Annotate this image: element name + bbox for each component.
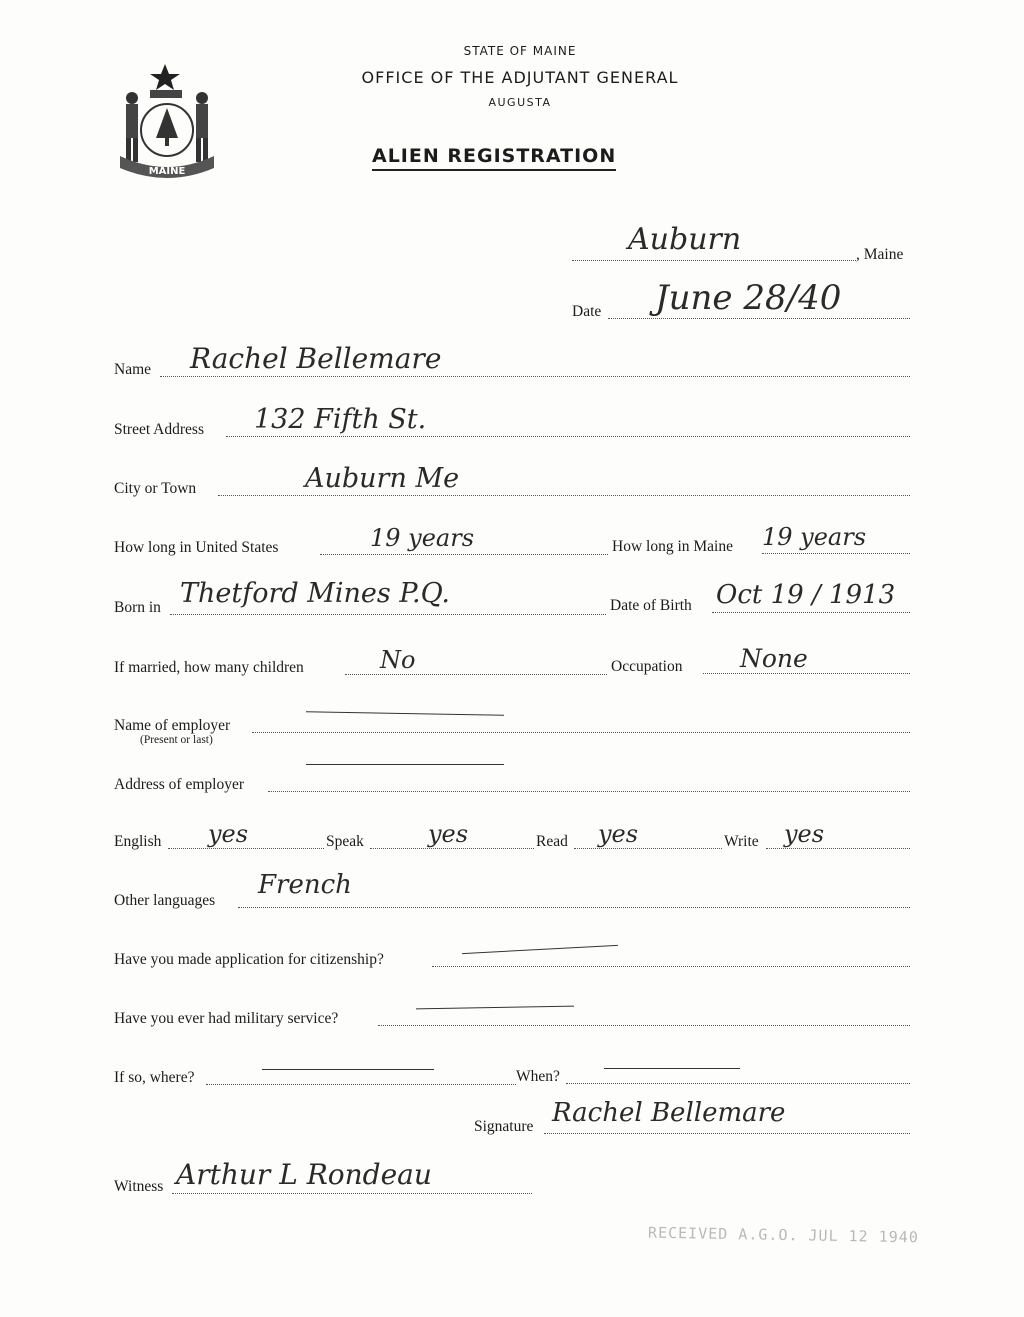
occupation-label: Occupation [611,658,683,675]
occupation-line [703,673,910,674]
how-long-us-entry: 19 years [370,524,475,552]
street-label: Street Address [114,421,204,438]
citizenship-label: Have you made application for citizenship? [114,951,384,968]
speak-label: Speak [326,833,364,850]
where-line [206,1084,516,1085]
name-line [160,376,910,377]
employer-address-dash [306,764,504,765]
read-line [574,848,722,849]
town-line [572,260,856,261]
english-line [168,848,324,849]
received-stamp: RECEIVED A.G.O. JUL 12 1940 [647,1223,919,1247]
town-entry: Auburn [628,222,742,257]
witness-entry: Arthur L Rondeau [176,1158,432,1191]
where-label: If so, where? [114,1069,195,1086]
other-languages-line [238,907,910,908]
born-in-line [170,614,606,615]
date-of-birth-line [712,612,910,613]
born-in-entry: Thetford Mines P.Q. [180,578,450,609]
city-line [218,495,910,496]
how-long-maine-label: How long in Maine [612,538,733,555]
how-long-us-label: How long in United States [114,539,279,556]
header-state: STATE OF MAINE [463,44,577,58]
witness-label: Witness [114,1178,164,1195]
children-line [345,674,607,675]
date-line [608,318,910,319]
date-of-birth-entry: Oct 19 / 1913 [716,580,896,610]
employer-address-label: Address of employer [114,776,244,793]
name-label: Name [114,361,152,378]
date-label: Date [572,303,602,320]
date-of-birth-label: Date of Birth [610,597,692,614]
street-entry: 132 Fifth St. [254,404,427,435]
maine-label: , Maine [856,246,904,263]
header-office: OFFICE OF THE ADJUTANT GENERAL [361,68,679,87]
witness-line [172,1193,532,1194]
english-entry: yes [208,820,249,848]
military-label: Have you ever had military service? [114,1010,339,1027]
signature-label: Signature [474,1118,534,1135]
speak-line [370,848,534,849]
military-line [378,1025,910,1026]
form-title: ALIEN REGISTRATION [372,145,616,171]
read-label: Read [536,833,568,850]
other-languages-label: Other languages [114,892,216,909]
english-label: English [114,833,162,850]
when-dash [604,1068,740,1069]
how-long-maine-entry: 19 years [762,523,867,551]
how-long-us-line [320,554,608,555]
employer-address-line [268,791,910,792]
write-label: Write [724,833,759,850]
military-dash [416,1006,574,1010]
signature-entry: Rachel Bellemare [552,1098,786,1128]
employer-note: (Present or last) [140,734,213,746]
signature-line [544,1133,910,1134]
seal-lettering: MAINE [148,166,186,177]
date-entry: June 28/40 [655,278,842,318]
when-label: When? [516,1068,560,1085]
employer-name-dash [306,711,504,715]
children-entry: No [380,646,416,674]
where-dash [262,1069,434,1070]
when-line [566,1083,910,1084]
city-entry: Auburn Me [305,463,460,494]
citizenship-line [432,966,910,967]
employer-name-line [252,732,910,733]
citizenship-dash [462,945,618,954]
city-label: City or Town [114,480,197,497]
children-label: If married, how many children [114,659,304,676]
employer-name-label: Name of employer [114,717,231,734]
born-in-label: Born in [114,599,161,616]
occupation-entry: None [740,644,808,673]
other-languages-entry: French [258,870,352,900]
speak-entry: yes [428,820,469,848]
write-entry: yes [784,820,825,848]
how-long-maine-line [762,553,910,554]
name-entry: Rachel Bellemare [190,342,442,375]
read-entry: yes [598,820,639,848]
write-line [766,848,910,849]
street-line [226,436,910,437]
header-city: AUGUSTA [488,96,552,109]
